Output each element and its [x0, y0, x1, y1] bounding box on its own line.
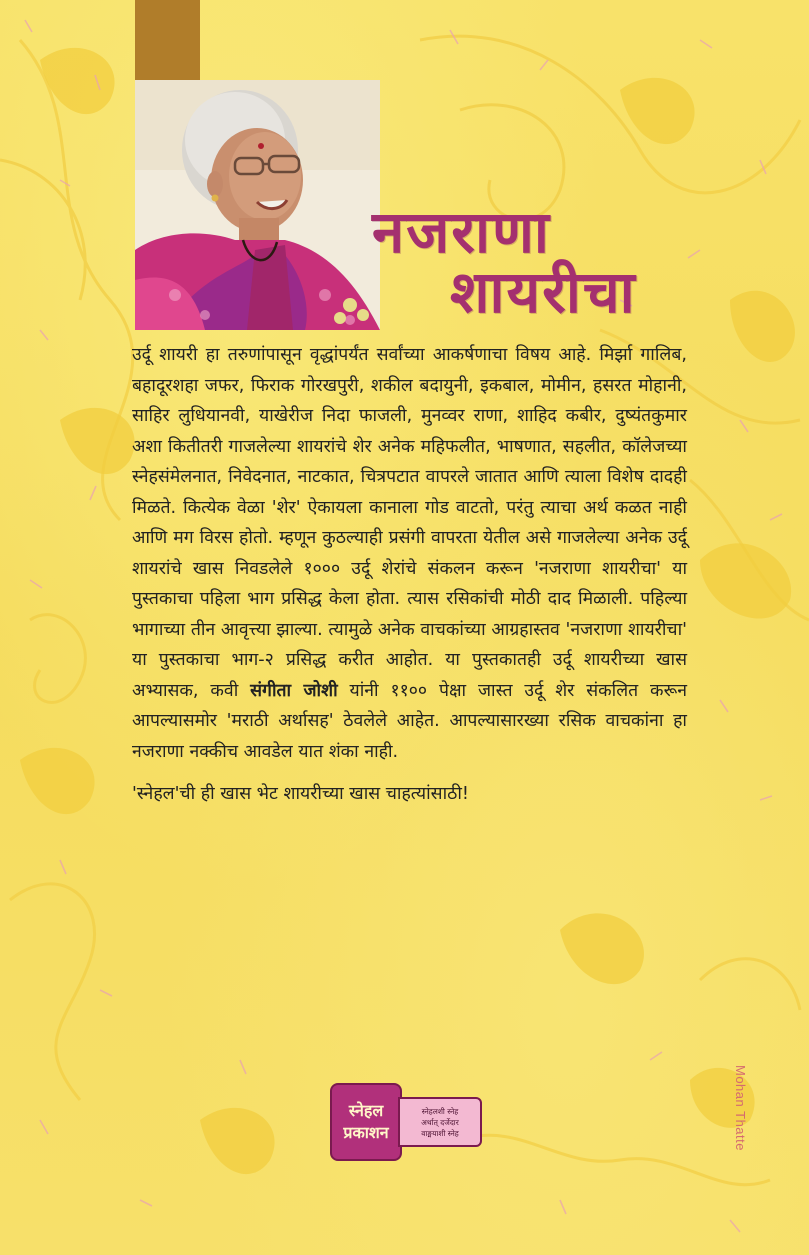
blurb-paragraph-1-part-1: उर्दू शायरी हा तरुणांपासून वृद्धांपर्यंत सर्वांच्या आकर्षणाचा विषय आहे. मिर्झा गालिब, बहादूरशहा जफर, फिराक गोरखपुरी, शकील बदायुनी, इकबाल, मोमीन, हसरत मोहानी, साहिर लुधियानवी, याखेरीज निदा फाजली, मुनव्वर राणा, शाहिद कबीर, दुष्यंतकुमार अशा कितीतरी गाजलेल्या शायरांचे शेर अनेक महिफलीत, भाषणात, सहलीत, कॉलेजच्या स्नेहसंमेलनात, निवेदनात, नाटकात, चित्रपटात वापरले जातात आणि त्याला विशेष दादही मिळते. कित्येक वेळा 'शेर' ऐकायला कानाला गोड वाटतो, परंतु त्याचा अर्थ कळत नाही आणि मग विरस होतो. म्हणून कुठल्याही प्रसंगी वापरता येतील असे गाजलेल्या अनेक उर्दू शायरांचे खास निवडलेले १००० उर्दू शेरांचे संकलन करून 'नजराणा शायरीचा' या पुस्तकाचा पहिला भाग प्रसिद्ध केला होता. त्यास रसिकांची मोठी दाद मिळाली. पहिल्या भागाच्या तीन आवृत्त्या झाल्या. त्यामुळे अनेक वाचकांच्या आग्रहास्तव 'नजराणा शायरीचा' या पुस्तकाचा भाग-२ प्रसिद्ध करीत आहोत. या पुस्तकातही उर्दू शायरीच्या खास अभ्यासक, कवी — [132, 345, 687, 701]
publisher-logo — [330, 1083, 482, 1161]
author-name: संगीता जोशी — [250, 680, 338, 701]
designer-credit: Mohan Thatte — [733, 1065, 748, 1151]
publisher-logo-mark — [330, 1083, 402, 1161]
publisher-name-line-1: स्नेहल — [348, 1101, 384, 1120]
author-portrait-icon — [135, 80, 380, 330]
publisher-tagline-line-3: वाङ्मयाशी स्नेह — [421, 1128, 459, 1138]
publisher-tagline-line-2: अर्थात् दर्जेदार — [421, 1117, 459, 1127]
cover-credit — [733, 1065, 772, 1185]
publisher-tagline-line-1: स्नेहलशी स्नेह — [421, 1106, 459, 1116]
publisher-name-line-2: प्रकाशन — [343, 1123, 389, 1142]
publisher-tagline — [398, 1097, 482, 1147]
blurb-paragraph-1 — [132, 340, 687, 767]
title-line-2: शायरीचा — [450, 258, 637, 326]
blurb-text — [132, 340, 687, 810]
blurb-paragraph-1-part-2: यांनी ११०० पेक्षा जास्त उर्दू शेर संकलित करून आपल्यासमोर 'मराठी अर्थासह' ठेवलेले आहेत. आपल्यासारख्या रसिक वाचकांना हा नजराणा नक्कीच आवडेल यात शंका नाही. — [132, 680, 687, 762]
blurb-paragraph-2: 'स्नेहल'ची ही खास भेट शायरीच्या खास चाहत्यांसाठी! — [132, 784, 469, 804]
book-title — [360, 190, 660, 340]
title-line-1: नजराणा — [372, 198, 551, 266]
author-photo — [135, 80, 380, 330]
